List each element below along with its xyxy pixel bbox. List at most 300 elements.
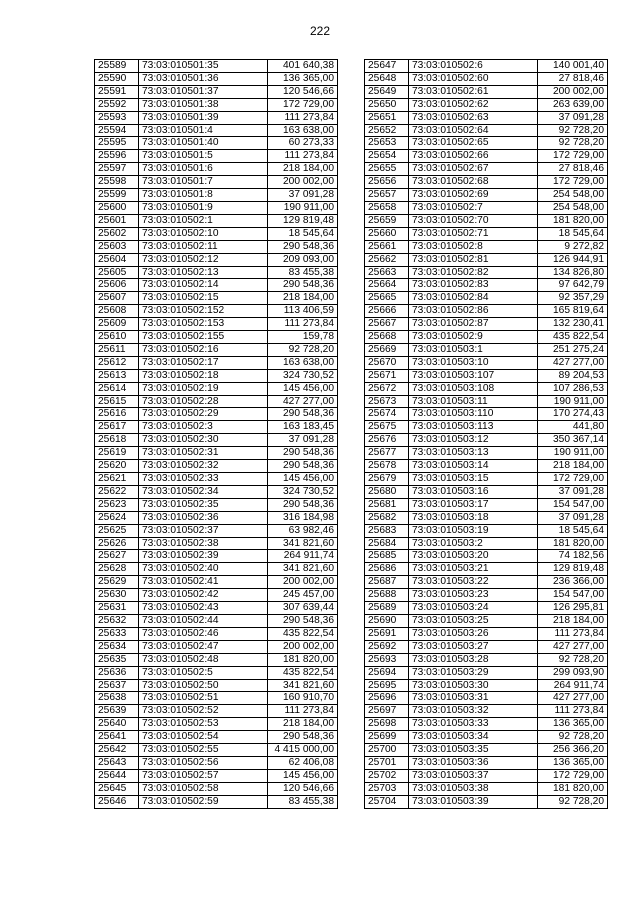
row-number: 25696 bbox=[365, 692, 409, 705]
table-row bbox=[95, 666, 338, 679]
cadastral-value: 341 821,60 bbox=[268, 563, 338, 576]
row-number: 25597 bbox=[95, 163, 139, 176]
cadastral-value: 113 406,59 bbox=[268, 305, 338, 318]
cadastral-value: 18 545,64 bbox=[538, 227, 608, 240]
table-row bbox=[95, 589, 338, 602]
cadastral-value: 290 548,36 bbox=[268, 731, 338, 744]
table-row bbox=[365, 343, 608, 356]
cadastral-number: 73:03:010503:29 bbox=[409, 666, 538, 679]
cadastral-value: 145 456,00 bbox=[268, 382, 338, 395]
row-number: 25662 bbox=[365, 253, 409, 266]
row-number: 25653 bbox=[365, 137, 409, 150]
cadastral-value: 350 367,14 bbox=[538, 434, 608, 447]
cadastral-number: 73:03:010502:41 bbox=[139, 576, 268, 589]
table-row bbox=[365, 576, 608, 589]
table-row bbox=[95, 421, 338, 434]
cadastral-number: 73:03:010503:36 bbox=[409, 756, 538, 769]
table-row bbox=[365, 550, 608, 563]
row-number: 25605 bbox=[95, 266, 139, 279]
cadastral-number: 73:03:010502:54 bbox=[139, 731, 268, 744]
cadastral-value: 89 204,53 bbox=[538, 369, 608, 382]
table-row bbox=[365, 98, 608, 111]
table-left-body bbox=[95, 60, 338, 809]
cadastral-value: 218 184,00 bbox=[538, 460, 608, 473]
cadastral-value: 172 729,00 bbox=[268, 98, 338, 111]
cadastral-value: 60 273,33 bbox=[268, 137, 338, 150]
row-number: 25622 bbox=[95, 485, 139, 498]
cadastral-number: 73:03:010502:36 bbox=[139, 511, 268, 524]
row-number: 25637 bbox=[95, 679, 139, 692]
row-number: 25649 bbox=[365, 85, 409, 98]
row-number: 25632 bbox=[95, 614, 139, 627]
row-number: 25598 bbox=[95, 176, 139, 189]
cadastral-number: 73:03:010502:1 bbox=[139, 214, 268, 227]
row-number: 25665 bbox=[365, 292, 409, 305]
table-row bbox=[365, 434, 608, 447]
cadastral-value: 92 728,20 bbox=[538, 124, 608, 137]
row-number: 25671 bbox=[365, 369, 409, 382]
row-number: 25628 bbox=[95, 563, 139, 576]
cadastral-number: 73:03:010502:46 bbox=[139, 627, 268, 640]
table-row bbox=[95, 537, 338, 550]
table-right-body bbox=[365, 60, 608, 809]
table-row bbox=[95, 460, 338, 473]
cadastral-value: 200 002,00 bbox=[268, 640, 338, 653]
cadastral-number: 73:03:010503:1 bbox=[409, 343, 538, 356]
row-number: 25689 bbox=[365, 602, 409, 615]
row-number: 25593 bbox=[95, 111, 139, 124]
table-row bbox=[365, 421, 608, 434]
cadastral-value: 37 091,28 bbox=[538, 485, 608, 498]
row-number: 25697 bbox=[365, 705, 409, 718]
table-row bbox=[95, 485, 338, 498]
table-row bbox=[95, 72, 338, 85]
table-row bbox=[365, 769, 608, 782]
cadastral-value: 427 277,00 bbox=[538, 356, 608, 369]
table-row bbox=[95, 214, 338, 227]
page-number: 222 bbox=[309, 24, 331, 38]
cadastral-value: 132 230,41 bbox=[538, 318, 608, 331]
cadastral-number: 73:03:010503:17 bbox=[409, 498, 538, 511]
cadastral-number: 73:03:010502:8 bbox=[409, 240, 538, 253]
row-number: 25625 bbox=[95, 524, 139, 537]
cadastral-value: 299 093,90 bbox=[538, 666, 608, 679]
table-row bbox=[95, 692, 338, 705]
row-number: 25595 bbox=[95, 137, 139, 150]
row-number: 25699 bbox=[365, 731, 409, 744]
table-row bbox=[95, 201, 338, 214]
row-number: 25681 bbox=[365, 498, 409, 511]
cadastral-number: 73:03:010501:40 bbox=[139, 137, 268, 150]
cadastral-value: 307 639,44 bbox=[268, 602, 338, 615]
cadastral-value: 181 820,00 bbox=[538, 214, 608, 227]
table-row bbox=[365, 369, 608, 382]
cadastral-number: 73:03:010502:10 bbox=[139, 227, 268, 240]
table-row bbox=[95, 511, 338, 524]
cadastral-number: 73:03:010502:12 bbox=[139, 253, 268, 266]
row-number: 25633 bbox=[95, 627, 139, 640]
row-number: 25624 bbox=[95, 511, 139, 524]
cadastral-number: 73:03:010503:37 bbox=[409, 769, 538, 782]
cadastral-number: 73:03:010502:57 bbox=[139, 769, 268, 782]
cadastral-value: 136 365,00 bbox=[268, 72, 338, 85]
row-number: 25666 bbox=[365, 305, 409, 318]
cadastral-number: 73:03:010502:82 bbox=[409, 266, 538, 279]
row-number: 25655 bbox=[365, 163, 409, 176]
cadastral-number: 73:03:010503:25 bbox=[409, 614, 538, 627]
cadastral-value: 63 982,46 bbox=[268, 524, 338, 537]
table-row bbox=[95, 292, 338, 305]
cadastral-value: 264 911,74 bbox=[268, 550, 338, 563]
cadastral-value: 165 819,64 bbox=[538, 305, 608, 318]
cadastral-number: 73:03:010502:40 bbox=[139, 563, 268, 576]
cadastral-number: 73:03:010503:38 bbox=[409, 782, 538, 795]
cadastral-number: 73:03:010502:35 bbox=[139, 498, 268, 511]
cadastral-value: 120 546,66 bbox=[268, 85, 338, 98]
row-number: 25643 bbox=[95, 756, 139, 769]
row-number: 25668 bbox=[365, 331, 409, 344]
row-number: 25683 bbox=[365, 524, 409, 537]
cadastral-number: 73:03:010502:61 bbox=[409, 85, 538, 98]
row-number: 25690 bbox=[365, 614, 409, 627]
row-number: 25693 bbox=[365, 653, 409, 666]
row-number: 25606 bbox=[95, 279, 139, 292]
table-row bbox=[95, 253, 338, 266]
table-row bbox=[95, 782, 338, 795]
row-number: 25647 bbox=[365, 60, 409, 73]
cadastral-value: 236 366,00 bbox=[538, 576, 608, 589]
cadastral-number: 73:03:010502:69 bbox=[409, 189, 538, 202]
table-row bbox=[365, 201, 608, 214]
row-number: 25704 bbox=[365, 795, 409, 808]
table-row bbox=[95, 640, 338, 653]
cadastral-value: 160 910,70 bbox=[268, 692, 338, 705]
row-number: 25601 bbox=[95, 214, 139, 227]
cadastral-number: 73:03:010502:55 bbox=[139, 744, 268, 757]
cadastral-number: 73:03:010501:35 bbox=[139, 60, 268, 73]
row-number: 25679 bbox=[365, 473, 409, 486]
table-row bbox=[95, 756, 338, 769]
table-row bbox=[365, 279, 608, 292]
cadastral-number: 73:03:010501:7 bbox=[139, 176, 268, 189]
cadastral-value: 111 273,84 bbox=[538, 627, 608, 640]
cadastral-number: 73:03:010502:31 bbox=[139, 447, 268, 460]
cadastral-number: 73:03:010502:34 bbox=[139, 485, 268, 498]
table-row bbox=[365, 176, 608, 189]
cadastral-number: 73:03:010503:22 bbox=[409, 576, 538, 589]
table-row bbox=[95, 176, 338, 189]
cadastral-number: 73:03:010501:38 bbox=[139, 98, 268, 111]
row-number: 25654 bbox=[365, 150, 409, 163]
table-row bbox=[95, 795, 338, 808]
table-row bbox=[95, 679, 338, 692]
cadastral-number: 73:03:010501:8 bbox=[139, 189, 268, 202]
row-number: 25703 bbox=[365, 782, 409, 795]
table-row bbox=[95, 627, 338, 640]
row-number: 25650 bbox=[365, 98, 409, 111]
row-number: 25591 bbox=[95, 85, 139, 98]
cadastral-value: 126 944,91 bbox=[538, 253, 608, 266]
cadastral-value: 136 365,00 bbox=[538, 718, 608, 731]
cadastral-number: 73:03:010502:51 bbox=[139, 692, 268, 705]
row-number: 25648 bbox=[365, 72, 409, 85]
row-number: 25686 bbox=[365, 563, 409, 576]
table-row bbox=[365, 602, 608, 615]
row-number: 25641 bbox=[95, 731, 139, 744]
cadastral-value: 401 640,38 bbox=[268, 60, 338, 73]
cadastral-value: 107 286,53 bbox=[538, 382, 608, 395]
table-row bbox=[365, 627, 608, 640]
table-row bbox=[365, 718, 608, 731]
cadastral-number: 73:03:010502:155 bbox=[139, 331, 268, 344]
cadastral-number: 73:03:010502:43 bbox=[139, 602, 268, 615]
cadastral-value: 172 729,00 bbox=[538, 473, 608, 486]
cadastral-number: 73:03:010503:110 bbox=[409, 408, 538, 421]
table-row bbox=[365, 511, 608, 524]
cadastral-value: 435 822,54 bbox=[268, 627, 338, 640]
cadastral-number: 73:03:010503:11 bbox=[409, 395, 538, 408]
table-row bbox=[365, 150, 608, 163]
cadastral-value: 154 547,00 bbox=[538, 589, 608, 602]
table-row bbox=[365, 705, 608, 718]
cadastral-value: 154 547,00 bbox=[538, 498, 608, 511]
table-row bbox=[95, 434, 338, 447]
row-number: 25619 bbox=[95, 447, 139, 460]
table-row bbox=[365, 524, 608, 537]
row-number: 25612 bbox=[95, 356, 139, 369]
cadastral-number: 73:03:010502:42 bbox=[139, 589, 268, 602]
table-row bbox=[95, 137, 338, 150]
cadastral-number: 73:03:010503:28 bbox=[409, 653, 538, 666]
table-row bbox=[95, 60, 338, 73]
table-row bbox=[365, 537, 608, 550]
cadastral-number: 73:03:010503:18 bbox=[409, 511, 538, 524]
table-row bbox=[365, 253, 608, 266]
cadastral-value: 37 091,28 bbox=[538, 111, 608, 124]
cadastral-value: 111 273,84 bbox=[538, 705, 608, 718]
row-number: 25614 bbox=[95, 382, 139, 395]
cadastral-number: 73:03:010503:30 bbox=[409, 679, 538, 692]
cadastral-value: 92 728,20 bbox=[268, 343, 338, 356]
cadastral-value: 181 820,00 bbox=[268, 653, 338, 666]
row-number: 25592 bbox=[95, 98, 139, 111]
cadastral-number: 73:03:010502:19 bbox=[139, 382, 268, 395]
cadastral-value: 200 002,00 bbox=[268, 176, 338, 189]
cadastral-value: 324 730,52 bbox=[268, 485, 338, 498]
table-row bbox=[365, 382, 608, 395]
table-row bbox=[365, 72, 608, 85]
cadastral-number: 73:03:010503:108 bbox=[409, 382, 538, 395]
table-row bbox=[365, 756, 608, 769]
row-number: 25609 bbox=[95, 318, 139, 331]
cadastral-number: 73:03:010502:14 bbox=[139, 279, 268, 292]
cadastral-number: 73:03:010502:62 bbox=[409, 98, 538, 111]
cadastral-value: 92 728,20 bbox=[538, 137, 608, 150]
table-row bbox=[95, 331, 338, 344]
cadastral-number: 73:03:010502:63 bbox=[409, 111, 538, 124]
cadastral-number: 73:03:010503:13 bbox=[409, 447, 538, 460]
table-row bbox=[365, 473, 608, 486]
cadastral-number: 73:03:010503:107 bbox=[409, 369, 538, 382]
cadastral-value: 159,78 bbox=[268, 331, 338, 344]
cadastral-value: 264 911,74 bbox=[538, 679, 608, 692]
cadastral-value: 200 002,00 bbox=[268, 576, 338, 589]
cadastral-value: 92 728,20 bbox=[538, 731, 608, 744]
row-number: 25669 bbox=[365, 343, 409, 356]
table-row bbox=[365, 214, 608, 227]
row-number: 25664 bbox=[365, 279, 409, 292]
cadastral-value: 27 818,46 bbox=[538, 163, 608, 176]
table-row bbox=[365, 111, 608, 124]
cadastral-value: 111 273,84 bbox=[268, 705, 338, 718]
table-row bbox=[365, 782, 608, 795]
row-number: 25658 bbox=[365, 201, 409, 214]
cadastral-number: 73:03:010502:50 bbox=[139, 679, 268, 692]
row-number: 25700 bbox=[365, 744, 409, 757]
table-row bbox=[365, 692, 608, 705]
row-number: 25677 bbox=[365, 447, 409, 460]
table-row bbox=[365, 679, 608, 692]
cadastral-number: 73:03:010502:60 bbox=[409, 72, 538, 85]
row-number: 25678 bbox=[365, 460, 409, 473]
cadastral-value: 163 183,45 bbox=[268, 421, 338, 434]
cadastral-number: 73:03:010502:83 bbox=[409, 279, 538, 292]
cadastral-value: 92 728,20 bbox=[538, 653, 608, 666]
row-number: 25610 bbox=[95, 331, 139, 344]
table-row bbox=[95, 550, 338, 563]
cadastral-number: 73:03:010502:56 bbox=[139, 756, 268, 769]
table-row bbox=[365, 292, 608, 305]
cadastral-number: 73:03:010502:87 bbox=[409, 318, 538, 331]
table-row bbox=[365, 266, 608, 279]
cadastral-value: 27 818,46 bbox=[538, 72, 608, 85]
cadastral-value: 218 184,00 bbox=[268, 163, 338, 176]
table-row bbox=[95, 150, 338, 163]
table-row bbox=[365, 653, 608, 666]
cadastral-value: 120 546,66 bbox=[268, 782, 338, 795]
cadastral-value: 129 819,48 bbox=[538, 563, 608, 576]
table-row bbox=[95, 473, 338, 486]
table-row bbox=[95, 705, 338, 718]
cadastral-value: 324 730,52 bbox=[268, 369, 338, 382]
row-number: 25640 bbox=[95, 718, 139, 731]
row-number: 25631 bbox=[95, 602, 139, 615]
row-number: 25626 bbox=[95, 537, 139, 550]
row-number: 25634 bbox=[95, 640, 139, 653]
cadastral-number: 73:03:010502:32 bbox=[139, 460, 268, 473]
table-row bbox=[365, 240, 608, 253]
cadastral-number: 73:03:010503:10 bbox=[409, 356, 538, 369]
cadastral-value: 18 545,64 bbox=[538, 524, 608, 537]
cadastral-value: 163 638,00 bbox=[268, 356, 338, 369]
cadastral-value: 163 638,00 bbox=[268, 124, 338, 137]
row-number: 25630 bbox=[95, 589, 139, 602]
cadastral-number: 73:03:010503:20 bbox=[409, 550, 538, 563]
cadastral-number: 73:03:010502:81 bbox=[409, 253, 538, 266]
cadastral-number: 73:03:010503:14 bbox=[409, 460, 538, 473]
cadastral-value: 435 822,54 bbox=[538, 331, 608, 344]
row-number: 25673 bbox=[365, 395, 409, 408]
table-row bbox=[95, 614, 338, 627]
cadastral-value: 254 548,00 bbox=[538, 189, 608, 202]
row-number: 25638 bbox=[95, 692, 139, 705]
row-number: 25701 bbox=[365, 756, 409, 769]
cadastral-value: 290 548,36 bbox=[268, 240, 338, 253]
cadastral-value: 97 642,79 bbox=[538, 279, 608, 292]
table-row bbox=[95, 563, 338, 576]
cadastral-value: 126 295,81 bbox=[538, 602, 608, 615]
row-number: 25676 bbox=[365, 434, 409, 447]
cadastral-number: 73:03:010501:36 bbox=[139, 72, 268, 85]
cadastral-value: 200 002,00 bbox=[538, 85, 608, 98]
table-row bbox=[95, 524, 338, 537]
cadastral-value: 316 184,98 bbox=[268, 511, 338, 524]
cadastral-value: 111 273,84 bbox=[268, 111, 338, 124]
table-row bbox=[95, 343, 338, 356]
cadastral-number: 73:03:010503:39 bbox=[409, 795, 538, 808]
cadastral-value: 37 091,28 bbox=[268, 189, 338, 202]
row-number: 25663 bbox=[365, 266, 409, 279]
row-number: 25657 bbox=[365, 189, 409, 202]
cadastral-number: 73:03:010502:65 bbox=[409, 137, 538, 150]
row-number: 25608 bbox=[95, 305, 139, 318]
cadastral-value: 341 821,60 bbox=[268, 537, 338, 550]
cadastral-number: 73:03:010502:71 bbox=[409, 227, 538, 240]
row-number: 25636 bbox=[95, 666, 139, 679]
table-row bbox=[95, 279, 338, 292]
cadastral-number: 73:03:010501:5 bbox=[139, 150, 268, 163]
cadastral-number: 73:03:010502:6 bbox=[409, 60, 538, 73]
table-row bbox=[365, 408, 608, 421]
cadastral-value: 190 911,00 bbox=[538, 447, 608, 460]
cadastral-value: 190 911,00 bbox=[268, 201, 338, 214]
table-row bbox=[365, 227, 608, 240]
row-number: 25611 bbox=[95, 343, 139, 356]
cadastral-value: 441,80 bbox=[538, 421, 608, 434]
cadastral-value: 290 548,36 bbox=[268, 447, 338, 460]
row-number: 25692 bbox=[365, 640, 409, 653]
cadastral-number: 73:03:010501:6 bbox=[139, 163, 268, 176]
cadastral-value: 140 001,40 bbox=[538, 60, 608, 73]
table-row bbox=[365, 189, 608, 202]
cadastral-number: 73:03:010502:30 bbox=[139, 434, 268, 447]
table-row bbox=[95, 98, 338, 111]
row-number: 25687 bbox=[365, 576, 409, 589]
row-number: 25659 bbox=[365, 214, 409, 227]
row-number: 25620 bbox=[95, 460, 139, 473]
cadastral-number: 73:03:010502:29 bbox=[139, 408, 268, 421]
row-number: 25639 bbox=[95, 705, 139, 718]
cadastral-number: 73:03:010501:4 bbox=[139, 124, 268, 137]
cadastral-number: 73:03:010503:26 bbox=[409, 627, 538, 640]
cadastral-number: 73:03:010502:67 bbox=[409, 163, 538, 176]
cadastral-value: 290 548,36 bbox=[268, 408, 338, 421]
row-number: 25607 bbox=[95, 292, 139, 305]
cadastral-number: 73:03:010502:48 bbox=[139, 653, 268, 666]
table-row bbox=[95, 731, 338, 744]
cadastral-value: 62 406,08 bbox=[268, 756, 338, 769]
table-row bbox=[95, 111, 338, 124]
cadastral-value: 74 182,56 bbox=[538, 550, 608, 563]
cadastral-number: 73:03:010503:33 bbox=[409, 718, 538, 731]
table-row bbox=[365, 395, 608, 408]
cadastral-number: 73:03:010502:153 bbox=[139, 318, 268, 331]
cadastral-value: 181 820,00 bbox=[538, 782, 608, 795]
cadastral-value: 92 728,20 bbox=[538, 795, 608, 808]
cadastral-value: 181 820,00 bbox=[538, 537, 608, 550]
table-row bbox=[365, 60, 608, 73]
table-row bbox=[365, 589, 608, 602]
